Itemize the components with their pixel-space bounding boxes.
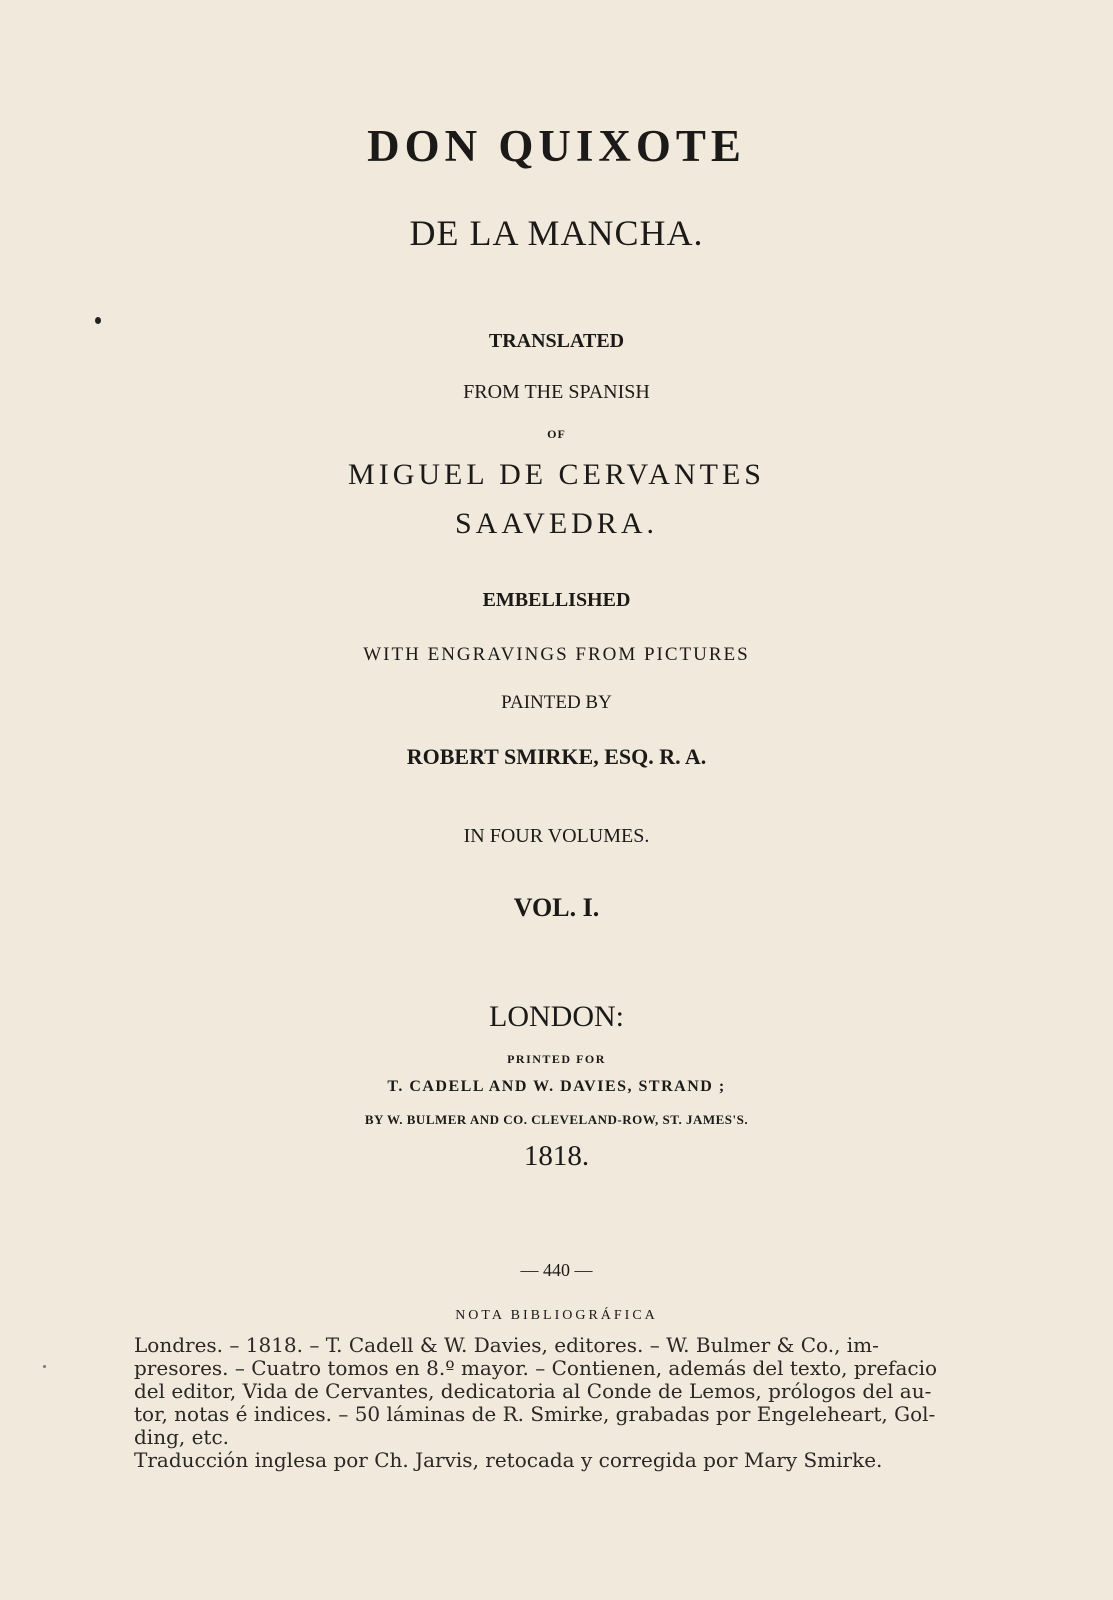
bibliographic-note <box>134 1333 938 1472</box>
illustrator-name: ROBERT SMIRKE, ESQ. R. A. <box>406 744 707 769</box>
engravings-line: WITH ENGRAVINGS FROM PICTURES <box>363 644 750 665</box>
painted-by-line: PAINTED BY <box>501 692 612 713</box>
from-spanish-line: FROM THE SPANISH <box>463 381 650 403</box>
printed-for-line: PRINTED FOR <box>507 1052 606 1066</box>
note-line: del editor, Vida de Cervantes, dedicatoria al Conde de Lemos, prólogos del au- <box>134 1379 932 1403</box>
note-line: Londres. – 1818. – T. Cadell & W. Davies, editores. – W. Bulmer & Co., im- <box>134 1333 879 1357</box>
author-surname: SAAVEDRA. <box>455 507 658 540</box>
volume-number: VOL. I. <box>513 893 600 922</box>
of-line: OF <box>547 427 566 441</box>
note-line: ding, etc. <box>134 1425 230 1449</box>
book-title: DON QUIXOTE <box>367 121 746 171</box>
volume-count: IN FOUR VOLUMES. <box>463 825 650 847</box>
translated-line: TRANSLATED <box>488 330 625 352</box>
book-subtitle: DE LA MANCHA. <box>409 213 704 253</box>
author-name: MIGUEL DE CERVANTES <box>348 458 765 491</box>
note-line: Traducción inglesa por Ch. Jarvis, retocada y corregida por Mary Smirke. <box>134 1448 883 1472</box>
page-number: — 440 — <box>520 1260 593 1280</box>
imprint-year: 1818. <box>523 1140 590 1172</box>
printer-line: BY W. BULMER AND CO. CLEVELAND-ROW, ST. JAMES'S. <box>364 1112 749 1127</box>
publisher-line: T. CADELL AND W. DAVIES, STRAND ; <box>387 1078 726 1095</box>
imprint-city: LONDON: <box>489 1000 624 1033</box>
note-line: tor, notas é indices. – 50 láminas de R. Smirke, grabadas por Engeleheart, Gol- <box>134 1402 936 1426</box>
note-heading: NOTA BIBLIOGRÁFICA <box>455 1308 658 1323</box>
note-line: presores. – Cuatro tomos en 8.º mayor. – Contienen, además del texto, prefacio <box>134 1356 938 1380</box>
ink-speck <box>43 1365 46 1368</box>
embellished-line: EMBELLISHED <box>482 589 631 611</box>
ink-speck <box>95 317 101 324</box>
